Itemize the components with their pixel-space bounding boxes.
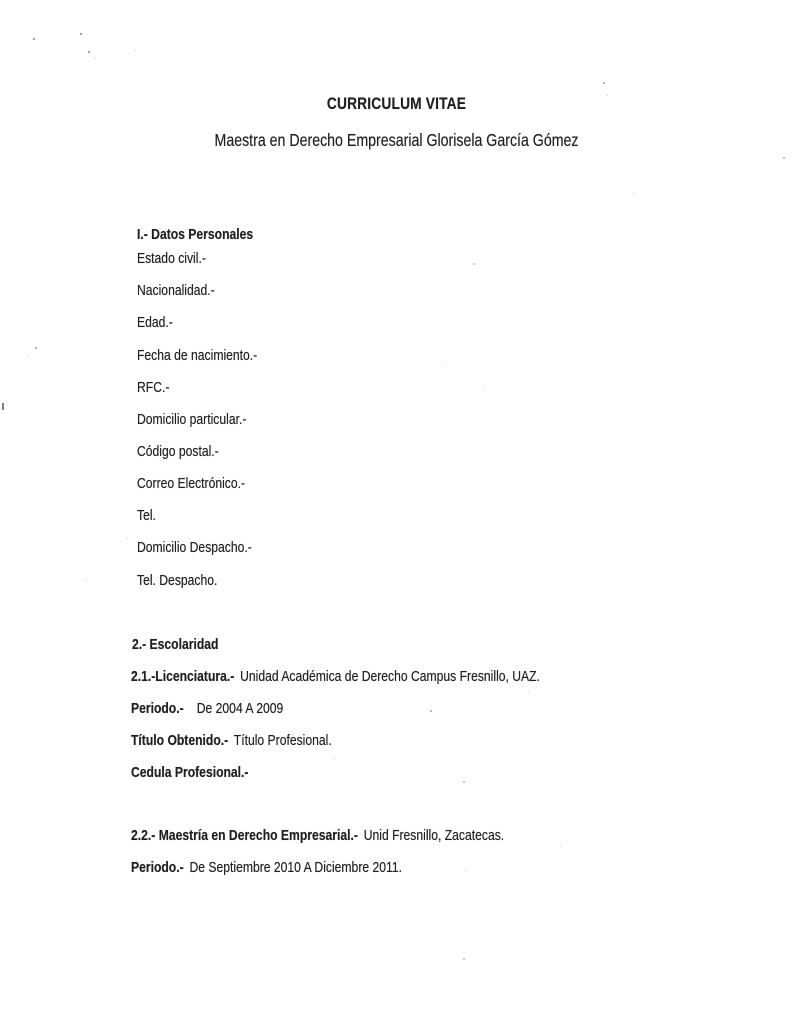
scan-speck [528, 691, 529, 692]
document-subtitle: Maestra en Derecho Empresarial Glorisela García Gómez [214, 130, 579, 150]
scan-speck [603, 82, 605, 84]
education-value: De Septiembre 2010 A Diciembre 2011. [189, 859, 403, 876]
scan-speck [333, 758, 334, 759]
education-line-licenciatura [131, 668, 540, 686]
education-label: Periodo.- [131, 859, 184, 876]
scan-speck [80, 33, 82, 35]
scan-edge-tick [2, 403, 4, 410]
education-value: Título Profesional. [233, 732, 332, 749]
field-label-fecha-nacimiento: Fecha de nacimiento.- [137, 347, 258, 364]
education-line-periodo-licenciatura [131, 700, 283, 718]
scan-speck [465, 870, 466, 871]
scan-speck [35, 347, 37, 349]
field-label-edad: Edad.- [137, 314, 173, 331]
education-label: Título Obtenido.- [131, 732, 229, 749]
scan-speck [28, 355, 29, 356]
education-label: 2.1.-Licenciatura.- [131, 668, 235, 685]
education-value: Unid Fresnillo, Zacatecas. [363, 827, 505, 844]
scan-speck [33, 38, 35, 40]
education-line-maestria [131, 827, 504, 845]
scan-speck [463, 958, 465, 960]
education-value: Unidad Académica de Derecho Campus Fresnillo, UAZ. [240, 668, 540, 685]
scan-speck [88, 51, 90, 53]
education-label: Cedula Profesional.- [131, 764, 249, 781]
section-heading-datos-personales: I.- Datos Personales [137, 226, 254, 243]
education-value: De 2004 A 2009 [196, 700, 284, 717]
scan-speck [95, 58, 96, 59]
scan-speck [430, 710, 432, 712]
field-label-estado-civil: Estado civil.- [137, 250, 206, 267]
field-label-domicilio-despacho: Domicilio Despacho.- [137, 539, 252, 556]
field-label-nacionalidad: Nacionalidad.- [137, 282, 215, 299]
education-line-periodo-maestria [131, 859, 402, 877]
scan-speck [483, 387, 484, 388]
field-label-telefono-despacho: Tel. Despacho. [137, 572, 218, 589]
field-label-telefono: Tel. [137, 507, 156, 524]
field-label-correo-electronico: Correo Electrónico.- [137, 475, 246, 492]
field-label-rfc: RFC.- [137, 379, 170, 396]
education-label: Periodo.- [131, 700, 184, 717]
field-label-domicilio-particular: Domicilio particular.- [137, 411, 247, 428]
scan-speck [445, 362, 446, 363]
document-title: CURRICULUM VITAE [326, 94, 467, 113]
scan-speck [127, 538, 128, 539]
scan-speck [85, 580, 86, 581]
education-line-titulo-obtenido [131, 732, 332, 750]
education-line-cedula-profesional [131, 764, 251, 782]
scan-speck [560, 845, 561, 846]
scan-speck [473, 263, 475, 265]
scan-speck [135, 50, 136, 51]
scan-speck [633, 193, 634, 194]
education-label: 2.2.- Maestría en Derecho Empresarial.- [131, 827, 358, 844]
section-heading-escolaridad: 2.- Escolaridad [132, 636, 219, 653]
scan-speck [783, 157, 785, 159]
field-label-codigo-postal: Código postal.- [137, 443, 219, 460]
scan-speck [463, 781, 465, 783]
